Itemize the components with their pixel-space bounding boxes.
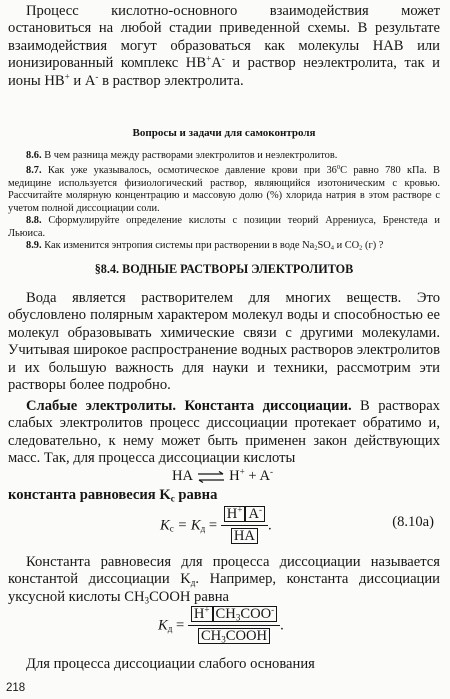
question-8-7: 8.7. Как уже указывалось, осмотическое давление крови при $36^0С$ равно 780 кПа. В медицине используется физиологический раствор, являющийся изотоническим с кровью. Рассчитайте молярную концентрацию и массовую долю (%) хлорида натрия в этом растворе с учетом полной диссоциации соли.: [8, 164, 440, 214]
section-heading: §8.4. ВОДНЫЕ РАСТВОРЫ ЭЛЕКТРОЛИТОВ: [94, 262, 354, 276]
concentration-bracket: H+: [191, 606, 213, 622]
fraction: [188, 606, 280, 646]
concentration-bracket: HA: [231, 528, 258, 544]
fraction-bar: [221, 525, 268, 526]
questions-heading: Вопросы и задачи для самоконтроля: [132, 127, 316, 139]
paragraph-weak-base: Для процесса диссоциации слабого основания: [26, 656, 315, 672]
concentration-bracket: H+: [224, 506, 246, 522]
intro-paragraph: Процесс кислотно-основного взаимодействия может остановиться на любой стадии приведенной схемы. В результате взаимодействия могут образоваться как молекулы НАВ или ионизированный комплекс НВ+А- и раствор неэлектролита, так и ионы НВ+ и А- в раствор электролита.: [8, 3, 440, 89]
paragraph-water-solvent: Вода является растворителем для многих веществ. Это обусловлено полярным характером молекул воды и способностью ее молекул образовывать химические связи с другими молекулами. Учитывая широкое распространение водных растворов электролитов и их большую важность для науки и техники, рассмотрим эти растворы более подробно.: [8, 290, 440, 394]
question-8-9: 8.9. Как изменится энтропия системы при растворении в воде $Na_2SO_4$ и $CO_2$ (г) ?: [26, 240, 384, 252]
equilibrium-constant-formula: $K_c = K_д$ = $\frac{H^+ A^-}{HA}$ .: [160, 504, 272, 545]
question-8-6: 8.6. В чем разница между растворами электролитов и неэлектролитов.: [26, 150, 338, 161]
concentration-bracket: $CH_3COO^-$: [213, 606, 278, 622]
fraction-bar: [188, 625, 280, 626]
concentration-bracket: $CH_3COOH$: [198, 628, 270, 644]
dissociation-equation: HA H+ + A-: [172, 466, 274, 484]
question-8-8: 8.8. Сформулируйте определение кислоты с позиции теорий Аррениуса, Бренстеда и Льюиса.: [8, 215, 440, 239]
paragraph-dissociation-constant: Константа равновесия для процесса диссоциации называется константой диссоциации $K_д$. Например, константа диссоциации уксусной кислоты $CH_3COOH$ равна: [8, 554, 440, 606]
paragraph-weak-electrolytes: Слабые электролиты. Константа диссоциации. В растворах слабых электролитов процесс диссоциации протекает обратимо и, следовательно, к нему может быть применен закон действующих масс. Так, для процесса диссоциации кислоты: [8, 398, 440, 467]
equilibrium-arrows-icon: [196, 471, 226, 483]
acetic-acid-constant-formula: $K_д$ = $\frac{H^+ CH_3COO^-}{CH_3COOH}$ .: [158, 604, 284, 645]
paragraph-equilibrium-constant: константа равновесия $K_c$ равна: [8, 487, 218, 504]
concentration-bracket: A-: [245, 506, 265, 522]
equation-number: (8.10a): [392, 514, 434, 530]
page-number: 218: [6, 682, 26, 694]
fraction: [221, 506, 268, 546]
